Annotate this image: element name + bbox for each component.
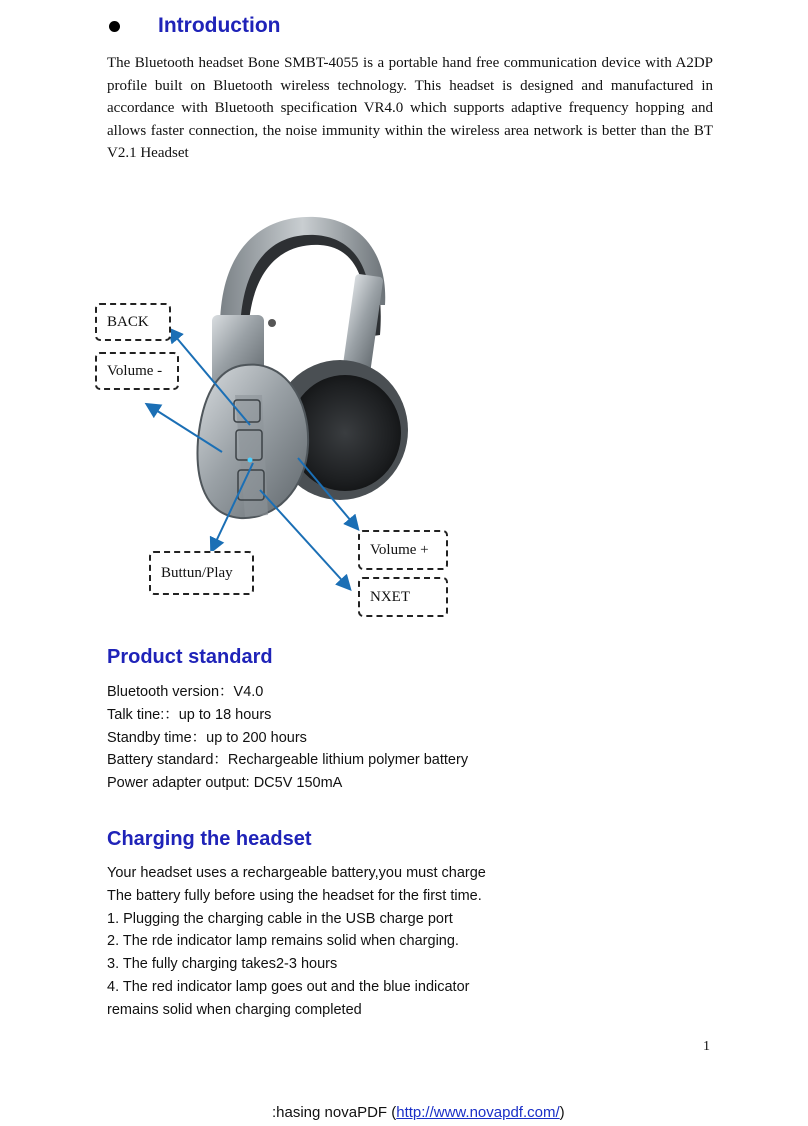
charging-line: 2. The rde indicator lamp remains solid when charging. [107,933,459,950]
arrow-volume-minus [148,405,222,452]
callout-volume-plus: Volume + [358,530,448,570]
arrow-volume-plus [298,458,357,528]
product-item-standby-time: Standby time：up to 200 hours [107,729,307,746]
callout-button-play: Buttun/Play [149,551,254,595]
arrow-button-play [212,463,253,550]
callout-volume-minus: Volume - [95,352,179,390]
arrow-next [260,490,349,588]
arrow-back [170,330,250,425]
charging-heading: Charging the headset [107,828,312,850]
charging-line: The battery fully before using the headset for the first time. [107,887,482,904]
charging-line: 1. Plugging the charging cable in the USB charge port [107,910,453,927]
product-item-battery: Battery standard：Rechargeable lithium polymer battery [107,752,469,769]
charging-list [107,862,486,1022]
charging-line: Your headset uses a rechargeable battery,you must charge [107,865,486,881]
product-list [107,681,468,795]
footer-note [272,1104,565,1121]
footer-link[interactable]: http://www.novapdf.com/ [396,1104,560,1121]
callout-next: NXET [358,577,448,617]
intro-paragraph-text: The Bluetooth headset Bone SMBT-4055 is a portable hand free communication device with A2DP profile built on Bluetooth wireless technology. This headset is designed and manufactured in accordance with Bluetooth specification VR4.0 which supports adaptive frequency hopping and allows faster connection, the noise immunity within the wireless area network is better than the BT V2.1 Headset [107,55,713,161]
intro-heading: Introduction [158,14,281,37]
charging-line: remains solid when charging completed [107,1001,362,1018]
product-item-power-adapter: Power adapter output: DC5V 150mA [107,775,343,792]
footer-prefix: :hasing novaPDF ( [272,1104,397,1121]
product-item-talk-time: Talk tine:：up to 18 hours [107,706,272,723]
product-item-bt-version: Bluetooth version：V4.0 [107,684,264,700]
charging-line: 3. The fully charging takes2-3 hours [107,956,338,973]
callout-back: BACK [95,303,171,341]
page-number: 1 [703,1039,710,1054]
footer-suffix: ) [559,1104,565,1121]
product-heading: Product standard [107,646,273,668]
charging-line: 4. The red indicator lamp goes out and the blue indicator [107,978,470,995]
